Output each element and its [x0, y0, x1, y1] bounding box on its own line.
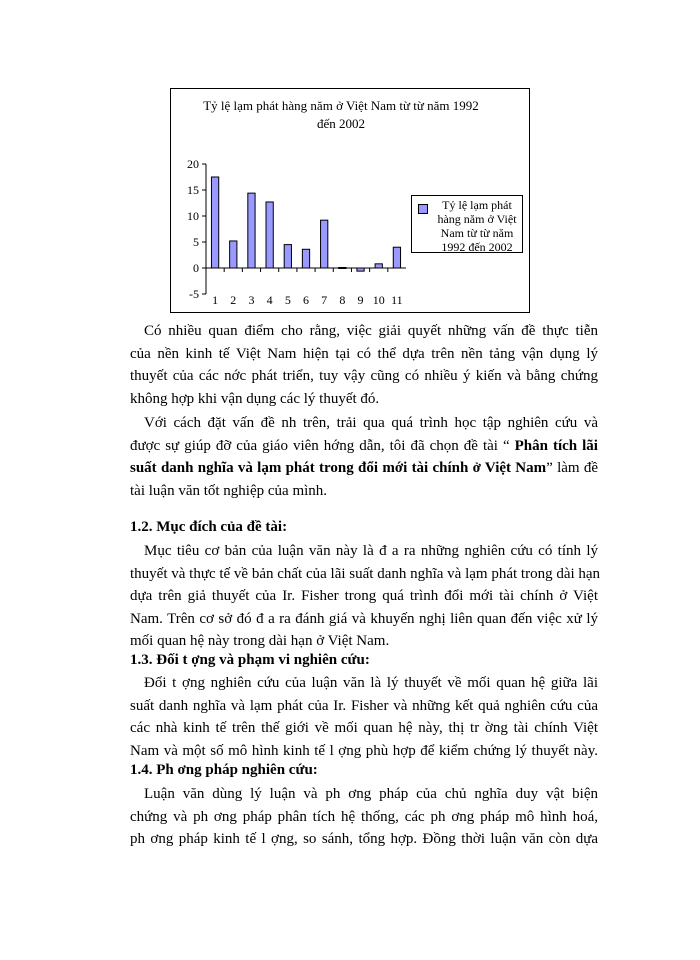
bar-8	[339, 267, 346, 268]
thesis-title-part-2: suất danh nghĩa và lạm phát trong đổi mới tài chính ở Việt Nam	[130, 460, 547, 476]
p3-line-4: Nam. Trên cơ sở đó đ a ra đánh giá và khuyến nghị liên quan đến việc xử lý	[130, 610, 598, 627]
bar-3	[248, 193, 255, 268]
bar-1	[211, 177, 218, 268]
p3-line-3: dựa trên giả thuyết của Ir. Fisher trong quá trình đổi mới tài chính ở Việt	[130, 588, 598, 604]
bar-7	[321, 220, 328, 268]
y-tick-label: 10	[187, 209, 199, 223]
p2-line-4: tài luận văn tốt nghiệp của mình.	[130, 482, 328, 499]
p5-line-3: ph ơng pháp kinh tế l ợng, so sánh, tổng hợp. Đồng thời luận văn còn dựa	[130, 831, 598, 847]
p2-line-3	[130, 457, 598, 480]
bar-10	[375, 264, 382, 268]
p4-line-1: Đối t ợng nghiên cứu của luận văn là lý thuyết về mối quan hệ giữa lãi	[144, 675, 598, 691]
y-tick-label: -5	[189, 287, 199, 301]
legend-swatch	[418, 204, 428, 214]
p3-line-5: mối quan hệ này trong dài hạn ở Việt Nam.	[130, 633, 390, 649]
p1-line-3: thuyết của các nớc phát triển, tuy vậy cũng có nhiều ý kiến và bằng chứng	[130, 368, 598, 384]
p4-line-3: các nhà kinh tế trên thế giới về mối quan hệ này, thị tr ờng tài chính Việt	[130, 720, 598, 736]
chart-legend	[411, 195, 523, 253]
x-tick-label: 10	[372, 293, 385, 307]
bar-2	[230, 241, 237, 268]
p2-line-3-text: ” làm đề	[546, 460, 598, 476]
p2-line-2	[130, 435, 598, 458]
y-tick-label: 20	[187, 157, 199, 171]
x-tick-label: 3	[248, 293, 255, 307]
p3-line-2: thuyết và thực tế về bản chất của lãi suất danh nghĩa và lạm phát trong dài hạn	[130, 565, 601, 582]
bar-6	[302, 249, 309, 268]
legend-label	[431, 198, 523, 254]
thesis-title-part-1: Phân tích lãi	[514, 437, 598, 454]
x-tick-label: 6	[303, 293, 309, 307]
x-tick-label: 8	[339, 293, 346, 307]
y-tick-label: 15	[187, 183, 199, 197]
x-tick-label: 1	[212, 293, 219, 307]
p4-line-2: suất danh nghĩa và lạm phát của Ir. Fisher và những kết quả nghiên cứu của	[130, 697, 598, 714]
x-tick-label: 4	[266, 293, 273, 307]
p5-line-1: Luận văn dùng lý luận và ph ơng pháp của chủ nghĩa duy vật biện	[144, 786, 598, 802]
inflation-chart	[170, 88, 530, 313]
y-tick-label: 5	[193, 235, 199, 249]
paragraph-2	[130, 412, 598, 502]
chart-title-line-1: Tỷ lệ lạm phát hàng năm ở Việt Nam từ từ năm 1992	[203, 98, 479, 113]
heading-1-4: 1.4. Ph ơng pháp nghiên cứu:	[130, 762, 318, 778]
legend-line-2: hàng năm ở Việt	[437, 212, 517, 226]
paragraph-3	[130, 540, 601, 653]
bar-9	[357, 268, 364, 271]
bar-5	[284, 245, 291, 268]
p4-line-4: Nam và một số mô hình kinh tế l ợng phù hợp để kiểm chứng lý thuyết này.	[130, 742, 598, 759]
chart-title-line-2: đến 2002	[316, 116, 366, 131]
legend-line-3: Nam từ từ năm	[440, 226, 514, 240]
legend-line-4: 1992 đến 2002	[441, 240, 513, 254]
p2-line-1: Với cách đặt vấn đề nh trên, trải qua quá trình học tập nghiên cứu và	[144, 415, 598, 431]
p5-line-2: chứng và ph ơng pháp phân tích hệ thống, các ph ơng pháp mô hình hoá,	[130, 808, 598, 825]
x-tick-label: 7	[321, 293, 328, 307]
p2-line-2-text: được sự giúp đỡ của giáo viên hớng dẫn, tôi đã chọn đề tài “	[130, 437, 515, 454]
p3-line-1: Mục tiêu cơ bản của luận văn này là đ a ra những nghiên cứu có tính lý	[144, 543, 598, 559]
x-tick-label: 9	[357, 293, 364, 307]
x-tick-label: 11	[391, 293, 403, 307]
p1-line-1: Có nhiều quan điểm cho rằng, việc giải quyết những vấn đề thực tiễn	[144, 323, 598, 339]
bar-11	[393, 247, 400, 268]
bar-4	[266, 202, 273, 268]
p1-line-2: của nền kinh tế Việt Nam hiện tại có thể dựa trên nền tảng vận dụng lý	[130, 345, 598, 362]
p1-line-4: không hợp khi vận dụng các lý thuyết đó.	[130, 390, 380, 407]
x-tick-label: 5	[284, 293, 291, 307]
paragraph-1	[130, 320, 598, 410]
heading-1-2: 1.2. Mục đích của đề tài:	[130, 519, 288, 535]
paragraph-4	[130, 672, 598, 762]
x-tick-label: 2	[230, 293, 237, 307]
legend-line-1: Tỷ lệ lạm phát	[442, 198, 512, 212]
heading-1-3: 1.3. Đối t ợng và phạm vi nghiên cứu:	[130, 652, 370, 668]
paragraph-5	[130, 783, 598, 851]
y-tick-label: 0	[193, 261, 199, 275]
